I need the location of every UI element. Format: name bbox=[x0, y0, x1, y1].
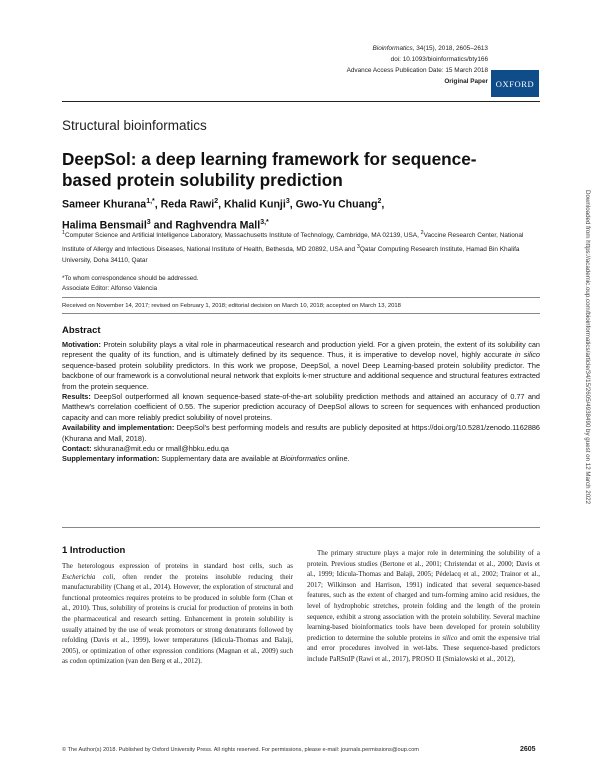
paper-type: Original Paper bbox=[444, 78, 488, 85]
section-label: Structural bioinformatics bbox=[62, 118, 207, 133]
supplementary-label: Supplementary information: bbox=[62, 454, 160, 464]
header-rule bbox=[62, 101, 540, 102]
publisher-logo-text: OXFORD bbox=[495, 78, 535, 89]
author-sup: 1,* bbox=[146, 198, 155, 205]
journal-name: Bioinformatics bbox=[372, 45, 413, 52]
page-number: 2605 bbox=[520, 746, 536, 753]
affil-sup: 1 bbox=[62, 230, 65, 236]
supplementary-paragraph: Supplementary information: Supplementary data are available at Bioinformatics online. bbox=[62, 454, 350, 464]
advance-access-date: Advance Access Publication Date: 15 March 2018 bbox=[346, 67, 488, 74]
intro-heading: 1 Introduction bbox=[62, 545, 126, 556]
publisher-logo bbox=[491, 70, 539, 97]
affiliations bbox=[62, 228, 540, 267]
affil-text: Computer Science and Artificial Intelligence Laboratory, Massachusetts Institute of Technology, Cambridge, MA 02139, USA, bbox=[64, 232, 421, 240]
author-name: , Gwo-Yu Chuang bbox=[289, 198, 378, 211]
received-rule-bottom bbox=[62, 313, 540, 314]
affil-sup: 3 bbox=[356, 243, 360, 250]
author-sup: 3 bbox=[285, 198, 290, 205]
results-paragraph: Results: DeepSol outperformed all known sequence-based state-of-the-art solubility prediction methods and attained an accuracy of 0.77 and Matthew's correlation coefficient of 0.55. The superior prediction accuracy of DeepSol allows to screen for sequences with enhanced production capacity and can more reliably predict solubility of novel proteins. bbox=[62, 392, 540, 422]
author-sup: 3 bbox=[146, 218, 151, 226]
author-sup: 3,* bbox=[260, 218, 269, 226]
abstract-rule bbox=[62, 527, 540, 528]
abstract-body bbox=[62, 340, 540, 465]
motivation-paragraph: Motivation: Protein solubility plays a vital role in pharmaceutical research and production yield. For a given protein, the extent of its solubility can represent the quality of its function, and is ultimately defined by its sequence. Thus, it is imperative to develop novel, highly accurate in silico sequence-based protein solubility predictors. In this work we propose, DeepSol, a novel Deep Learning-based protein solubility predictor. The backbone of our framework is a convolutional neural network that exploits k-mer structure and additional sequence and structural features extracted from the protein sequence. bbox=[62, 340, 540, 391]
author-name: Halima Bensmail bbox=[62, 219, 147, 232]
author-name: Sameer Khurana bbox=[62, 198, 147, 211]
intro-left-column: The heterologous expression of proteins in standard host cells, such as Escherichia coli, often render the proteins insoluble reducing their manufacturability (Chang et al., 2014). However, the exploration of structural and functional proteomics requires proteins to be produced in soluble form (Chan et al., 2010). Thus, solubility of proteins is crucial for production of proteins in both the pharmaceutical and research setting. Enhancement in protein solubility is usually attained by the use of weak promotors or strong denaturants followed by refolding (Davis et al., 1999), lower temperatures (Idicula-Thomas and Balaji, 2005), or optimization of other expression conditions (Magnan et al., 2009) such as codon optimization (van den Berg et al., 2012). bbox=[62, 562, 293, 666]
contact-paragraph bbox=[62, 444, 540, 454]
paper-title: DeepSol: a deep learning framework for sequence-based protein solubility prediction bbox=[62, 149, 477, 190]
affil-text: Qatar Computing Research Institute, Hamad Bin Khalifa University, Doha 34110, Qatar bbox=[62, 245, 520, 265]
received-rule-top bbox=[62, 297, 540, 298]
author-name: , Khalid Kunji bbox=[218, 198, 286, 211]
author-sup: 2 bbox=[214, 198, 219, 205]
download-watermark: Downloaded from https://academic.oup.com/bioinformatics/article/34/15/2605/4938490 by guest on 12 March 2022 bbox=[584, 190, 591, 505]
contact-email[interactable]: skhurana@mit.edu or rmall@hbku.edu.qa bbox=[91, 444, 229, 454]
contact-label: Contact: bbox=[62, 444, 92, 454]
citation-details: , 34(15), 2018, 2605–2613 bbox=[412, 45, 488, 52]
availability-link[interactable]: DeepSol's best performing models and results are publicly deposited at https://doi.org/10.5281/zenodo.1162886 (Khurana and Mall, 2018). bbox=[62, 423, 540, 443]
correspondence-note: *To whom correspondence should be addressed. bbox=[62, 275, 199, 282]
doi-line[interactable]: doi: 10.1093/bioinformatics/bty166 bbox=[390, 56, 488, 63]
received-dates: Received on November 14, 2017; revised on February 1, 2018; editorial decision on March 10, 2018; accepted on March 13, 2018 bbox=[62, 303, 401, 309]
abstract-heading: Abstract bbox=[62, 325, 101, 336]
affil-text: Vaccine Research Center, National Institute of Allergy and Infectious Diseases, National Institute of Health, Bethesda, MD 20892, USA and bbox=[62, 232, 524, 253]
author-name: and Raghvendra Mall bbox=[150, 219, 261, 232]
affil-sup: 2 bbox=[420, 230, 424, 236]
author-sup: 2 bbox=[377, 198, 382, 205]
copyright-footer: © The Author(s) 2018. Published by Oxford University Press. All rights reserved. For permissions, please e-mail: journals.permissions@oup.com bbox=[62, 747, 419, 753]
author-name: , Reda Rawi bbox=[154, 198, 215, 211]
results-label: Results: bbox=[62, 392, 91, 402]
journal-citation bbox=[373, 44, 488, 54]
availability-label: Availability and implementation: bbox=[62, 423, 175, 433]
author-separator: , bbox=[381, 198, 385, 211]
motivation-label: Motivation: bbox=[62, 340, 101, 349]
intro-right-column: The primary structure plays a major role in determining the solubility of a protein. Previous studies (Bertone et al., 2001; Christendat et al., 2000; Davis et al., 1999; Idicula-Thomas and Balaji, 2005; Pédelacq et al., 2002; Trainor et al., 2017; Wilkinson and Harrison, 1991) indicated that several sequence-based features, such as the extent of charged and turn-forming amino acid residues, the level of hydrophobic stretches, protein folding and the length of the protein sequence, exhibit a strong association with the protein solubility. Several machine learning-based bioinformatics tools have been developed for protein solubility prediction to determine the soluble proteins in silico and omit the expensive trial and error procedures involved in wet-labs. These sequence-based predictors include PaRSnIP (Rawi et al., 2017), PROSO II (Smialowski et al., 2012), bbox=[307, 549, 540, 663]
associate-editor: Associate Editor: Alfonso Valencia bbox=[62, 285, 158, 292]
availability-paragraph bbox=[62, 423, 540, 444]
